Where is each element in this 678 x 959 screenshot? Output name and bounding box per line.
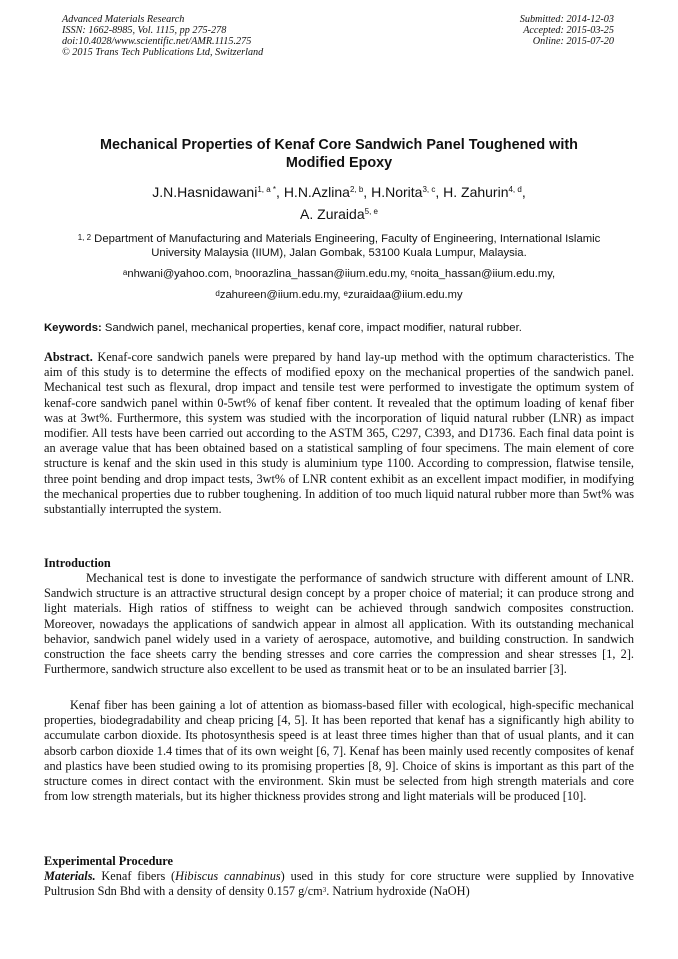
copyright-line: © 2015 Trans Tech Publications Ltd, Switzerland bbox=[62, 47, 264, 58]
affiliation-text: Department of Manufacturing and Materials Engineering, Faculty of Engineering, International Islamic University Malaysia (IIUM), Jalan Gombak, 53100 Kuala Lumpur, Malaysia. bbox=[94, 233, 601, 259]
materials-paragraph: Materials. Kenaf fibers (Hibiscus cannabinus) used in this study for core structure were supplied by Innovative Pultrusion Sdn Bhd with a density of density 0.157 $g/cm^3$. Natrium hydroxide (NaOH) bbox=[44, 869, 635, 899]
author-name: A. Zuraida bbox=[300, 206, 365, 222]
abstract bbox=[44, 350, 634, 517]
abstract-label: Abstract. bbox=[44, 350, 93, 364]
online-date: Online: 2015-07-20 bbox=[532, 36, 614, 47]
paper-title bbox=[40, 136, 638, 172]
author-affiliation-mark: 4, d bbox=[508, 185, 522, 194]
author-name: H.N.Azlina bbox=[283, 184, 350, 200]
title-line-1: Mechanical Properties of Kenaf Core Sandwich Panel Toughened with bbox=[100, 137, 578, 153]
keywords bbox=[44, 322, 634, 335]
authors-line-1: J.N.Hasnidawani$^{1, a *}$, H.N.Azlina$^{2, b}$, H.Norita$^{3, c}$, H. Zahurin$^{4, d}$, bbox=[152, 184, 526, 200]
introduction-paragraph-2: Kenaf fiber has been gaining a lot of attention as biomass-based filler with ecological, high-specific mechanical properties, biodegradability and cheap pricing [4, 5]. It has been reported that kenaf has a significantly high ability to accumulate carbon dioxide. Its photosynthesis speed is at least three times higher than that of usual plants, and it can absorb carbon dioxide 1.4 times that of its own weight [6, 7]. Kenaf has been mainly used recently composites of kenaf and plastics have been studied owing to its promising properties [8, 9]. Choice of skins is important as this part of the structure comes in direct contact with the environment. Skin must be selected from high strength materials and core from low strength materials, but its higher thickness provides strong and light materials will be produced [10]. bbox=[44, 698, 634, 804]
author-affiliation-mark: 2, b bbox=[349, 185, 364, 194]
email-link[interactable]: noita_hassan@iium.edu.my bbox=[414, 268, 552, 280]
publication-dates bbox=[520, 14, 614, 47]
journal-info bbox=[62, 14, 263, 58]
introduction-heading: Introduction bbox=[44, 556, 111, 570]
author-affiliation-mark: 5, e bbox=[364, 207, 378, 216]
email-link[interactable]: zahureen@iium.edu.my bbox=[219, 289, 338, 301]
author-name: H. Zahurin bbox=[443, 184, 509, 200]
materials-label: Materials. bbox=[44, 869, 96, 883]
author-list bbox=[40, 181, 638, 225]
accepted-date: Accepted: 2015-03-25 bbox=[523, 25, 614, 36]
author-emails-line-2: $^d$zahureen@iium.edu.my, $^e$zuraidaa@iium.edu.my bbox=[215, 289, 463, 301]
keywords-label: Keywords: bbox=[44, 322, 102, 334]
author-affiliation-mark: 1, a * bbox=[257, 185, 277, 194]
keywords-text: Sandwich panel, mechanical properties, kenaf core, impact modifier, natural rubber. bbox=[101, 322, 522, 334]
author-affiliation-mark: 3, c bbox=[422, 185, 436, 194]
journal-name: Advanced Materials Research bbox=[62, 14, 185, 25]
author-name: J.N.Hasnidawani bbox=[152, 184, 258, 200]
experimental-heading: Experimental Procedure bbox=[44, 854, 173, 868]
affiliation bbox=[58, 233, 620, 260]
email-link[interactable]: zuraidaa@iium.edu.my bbox=[348, 289, 463, 301]
author-name: H.Norita bbox=[371, 184, 423, 200]
title-line-2: Modified Epoxy bbox=[285, 155, 393, 171]
introduction-paragraph-1: Mechanical test is done to investigate the performance of sandwich structure with different amount of LNR. Sandwich structure is an attractive structural design concept by a proper choice of material; it can produce strong and light materials. High ratios of stiffness to weight can be achieved through sandwich composites construction. Moreover, nowadays the applications of sandwich appear in almost all application. With its outstanding mechanical behavior, sandwich panel widely used in a variety of aerospace, automotive, and building construction. In sandwich construction the face sheets carry the bending stresses and core carries the compression and shear stresses [1, 2]. Furthermore, sandwich structure also excellent to be used as transmit heat or to be an insulated barrier [3]. bbox=[44, 571, 634, 677]
issn-line: ISSN: 1662-8985, Vol. 1115, pp 275-278 bbox=[62, 25, 227, 36]
species-name: Hibiscus cannabinus bbox=[175, 869, 281, 883]
submitted-date: Submitted: 2014-12-03 bbox=[519, 14, 614, 25]
abstract-text: Kenaf-core sandwich panels were prepared by hand lay-up method with the optimum characteristics. The aim of this study is to determine the effects of modified epoxy on the mechanical properties of the sandwich panel. Mechanical test such as flexural, drop impact and tensile test were performed to investigate the optimum system of kenaf-core sandwich panel within 0-5wt% of kenaf fiber content. It revealed that the optimum loading of kenaf fiber was at 3wt%. Furthermore, this system was studied with the incorporation of liquid natural rubber (LNR) as impact modifier. All tests have been carried out according to the ASTM 365, C297, C393, and D1736. Each final data point is an average value that has been obtained based on a statistical sampling of four specimens. The main element of core structure is kenaf and the skin used in this study is aluminium type 1100. According to compression, flatwise tensile, three point bending and drop impact tests, 3wt% of LNR content exhibit as an excellent impact modifier, in modifying the mechanical properties due to rubber toughening. In addition of too much liquid natural rubber more than 5wt% was substantially interrupted the system. bbox=[44, 350, 634, 517]
author-emails-line-1: $^a$nhwani@yahoo.com, $^b$noorazlina_hassan@iium.edu.my, $^c$noita_hassan@iium.edu.my, bbox=[122, 268, 556, 280]
email-link[interactable]: nhwani@yahoo.com bbox=[127, 268, 229, 280]
authors-line-2 bbox=[40, 203, 638, 225]
email-link[interactable]: noorazlina_hassan@iium.edu.my bbox=[239, 268, 405, 280]
doi-line: doi:10.4028/www.scientific.net/AMR.1115.275 bbox=[62, 36, 252, 47]
affiliation-mark: 1, 2 bbox=[77, 233, 92, 242]
